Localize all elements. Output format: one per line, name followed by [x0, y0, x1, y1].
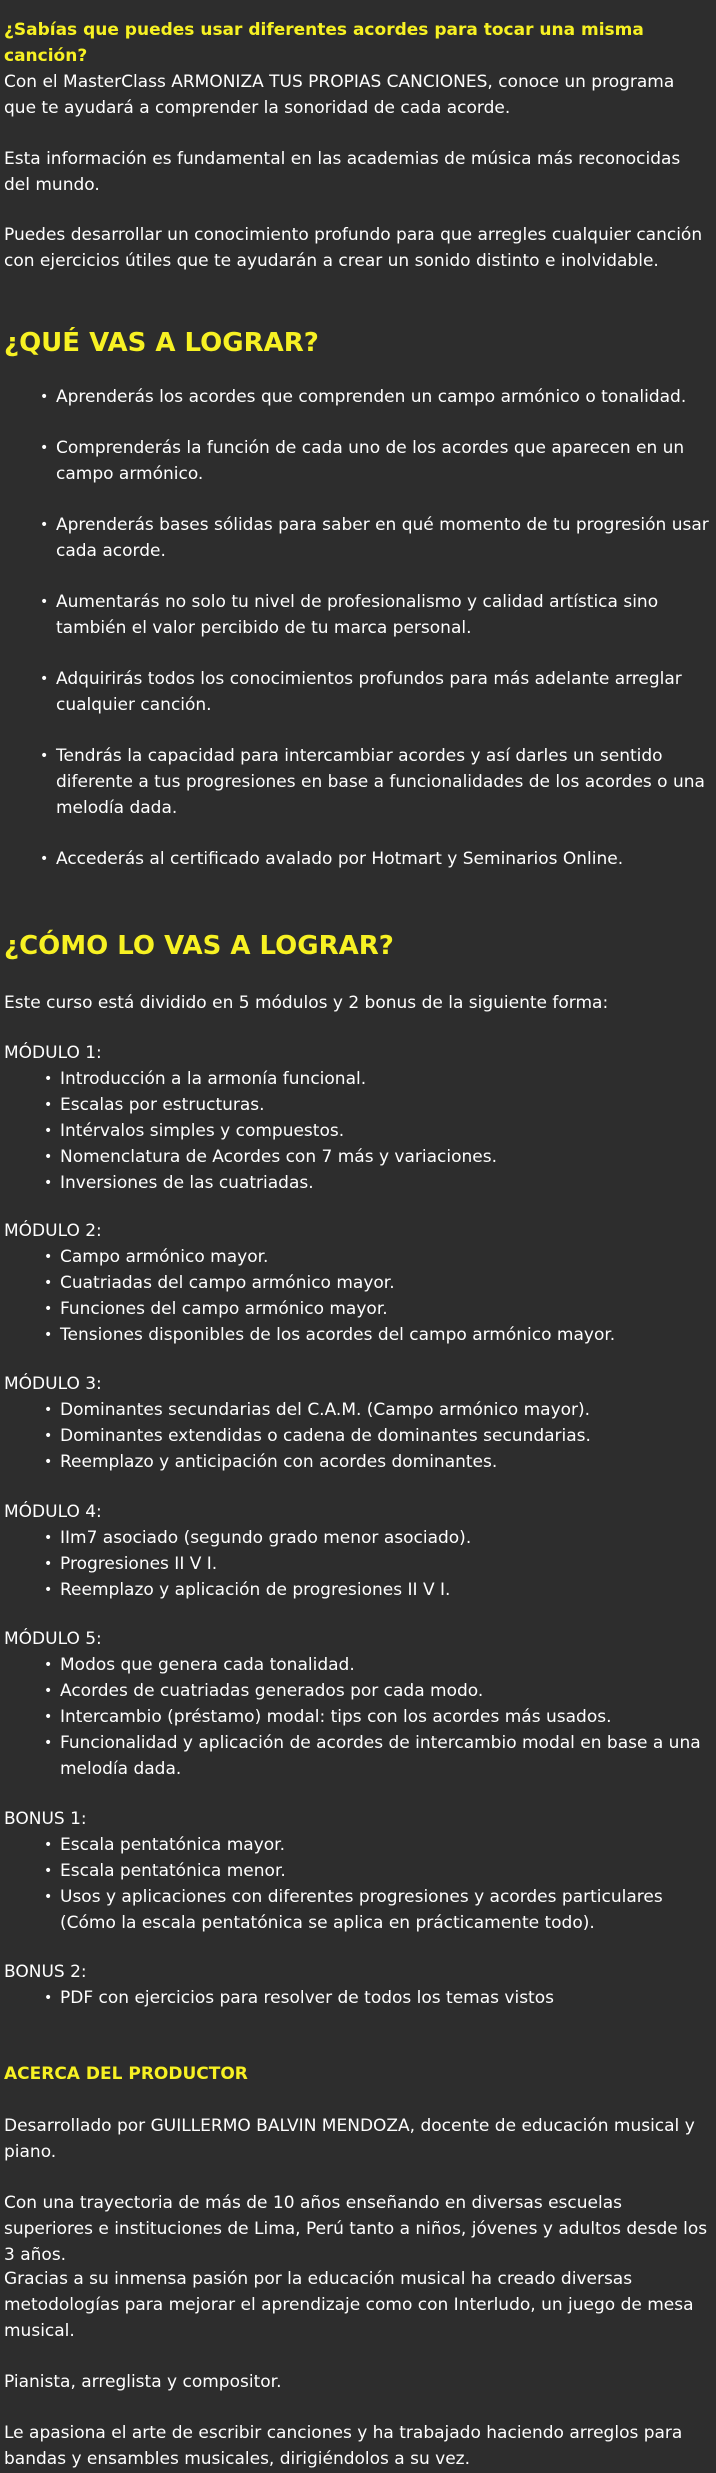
module-topic: • Cuatriadas del campo armónico mayor. [42, 1270, 710, 1296]
producer-paragraph-1: Desarrollado por GUILLERMO BALVIN MENDOZA, docente de educación musical y piano. [4, 2116, 695, 2162]
goal-item: • Aprenderás bases sólidas para saber en qué momento de tu progresión usar cada acorde. [38, 512, 710, 564]
module-title: BONUS 2: [4, 1962, 87, 1982]
goals-list [38, 384, 710, 897]
module-topic: • Dominantes extendidas o cadena de dominantes secundarias. [42, 1423, 710, 1449]
module-topic: • Escala pentatónica mayor. [42, 1832, 710, 1858]
module-topic: • Funcionalidad y aplicación de acordes de intercambio modal en base a una melodía dada. [42, 1730, 710, 1782]
module-topic: • PDF con ejercicios para resolver de todos los temas vistos [42, 1985, 710, 2011]
module-topic: • Dominantes secundarias del C.A.M. (Campo armónico mayor). [42, 1397, 710, 1423]
intro-paragraph-1: Con el MasterClass ARMONIZA TUS PROPIAS CANCIONES, conoce un programa que te ayudará a comprender la sonoridad de cada acorde. [4, 72, 675, 118]
how-intro: Este curso está dividido en 5 módulos y 2 bonus de la siguiente forma: [4, 993, 609, 1013]
intro-question: ¿Sabías que puedes usar diferentes acordes para tocar una misma canción? [4, 20, 644, 66]
producer-heading: ACERCA DEL PRODUCTOR [4, 2064, 248, 2084]
module-topic: • Reemplazo y aplicación de progresiones II V I. [42, 1577, 710, 1603]
module-topics [4, 1397, 710, 1475]
module-1 [4, 1040, 710, 1196]
goal-item: • Aprenderás los acordes que comprenden un campo armónico o tonalidad. [38, 384, 710, 410]
producer-paragraph-2: Con una trayectoria de más de 10 años enseñando en diversas escuelas superiores e instituciones de Lima, Perú tanto a niños, jóvenes y adultos desde los 3 años. [4, 2193, 708, 2265]
module-topic: • Progresiones II V I. [42, 1551, 710, 1577]
module-5 [4, 1626, 710, 1782]
module-topic: • IIm7 asociado (segundo grado menor asociado). [42, 1525, 710, 1551]
module-topics [4, 1652, 710, 1782]
module-title: MÓDULO 2: [4, 1221, 102, 1241]
module-topic: • Inversiones de las cuatriadas. [42, 1170, 710, 1196]
module-topic: • Tensiones disponibles de los acordes del campo armónico mayor. [42, 1322, 710, 1348]
module-topic: • Escalas por estructuras. [42, 1092, 710, 1118]
module-topics [4, 1244, 710, 1348]
bonus-2 [4, 1959, 710, 2011]
module-topic: • Modos que genera cada tonalidad. [42, 1652, 710, 1678]
how-heading: ¿CÓMO LO VAS A LOGRAR? [4, 931, 394, 961]
module-topic: • Intérvalos simples y compuestos. [42, 1118, 710, 1144]
module-topic: • Acordes de cuatriadas generados por cada modo. [42, 1678, 710, 1704]
module-topic: • Funciones del campo armónico mayor. [42, 1296, 710, 1322]
module-topic: • Introducción a la armonía funcional. [42, 1066, 710, 1092]
goal-item: • Adquirirás todos los conocimientos profundos para más adelante arreglar cualquier canción. [38, 666, 710, 718]
module-topic: • Reemplazo y anticipación con acordes dominantes. [42, 1449, 710, 1475]
bonus-1 [4, 1806, 710, 1936]
intro-paragraph-3: Puedes desarrollar un conocimiento profundo para que arregles cualquier canción con ejercicios útiles que te ayudarán a crear un sonido distinto e inolvidable. [4, 225, 703, 271]
module-3 [4, 1371, 710, 1475]
module-2 [4, 1218, 710, 1348]
module-topics [4, 1525, 710, 1603]
producer-paragraph-5: Le apasiona el arte de escribir canciones y ha trabajado haciendo arreglos para bandas y ensambles musicales, dirigiéndolos a su vez. [4, 2423, 683, 2469]
module-topics [4, 1985, 710, 2011]
goal-item: • Accederás al certificado avalado por Hotmart y Seminarios Online. [38, 846, 710, 872]
producer-paragraph-3: Gracias a su inmensa pasión por la educación musical ha creado diversas metodologías para mejorar el aprendizaje como con Interludo, un juego de mesa musical. [4, 2269, 694, 2341]
module-topic: • Nomenclatura de Acordes con 7 más y variaciones. [42, 1144, 710, 1170]
module-topics [4, 1066, 710, 1196]
module-title: MÓDULO 5: [4, 1629, 102, 1649]
goals-heading: ¿QUÉ VAS A LOGRAR? [4, 328, 319, 358]
goal-item: • Comprenderás la función de cada uno de los acordes que aparecen en un campo armónico. [38, 435, 710, 487]
producer-paragraph-4: Pianista, arreglista y compositor. [4, 2372, 282, 2392]
module-topic: • Escala pentatónica menor. [42, 1858, 710, 1884]
goal-item: • Tendrás la capacidad para intercambiar acordes y así darles un sentido diferente a tus progresiones en base a funcionalidades de los acordes o una melodía dada. [38, 743, 710, 821]
module-title: BONUS 1: [4, 1809, 87, 1829]
module-topic: • Usos y aplicaciones con diferentes progresiones y acordes particulares (Cómo la escala pentatónica se aplica en prácticamente todo). [42, 1884, 710, 1936]
module-title: MÓDULO 3: [4, 1374, 102, 1394]
module-topic: • Campo armónico mayor. [42, 1244, 710, 1270]
module-title: MÓDULO 4: [4, 1502, 102, 1522]
module-topics [4, 1832, 710, 1936]
module-4 [4, 1499, 710, 1603]
module-title: MÓDULO 1: [4, 1043, 102, 1063]
goal-item: • Aumentarás no solo tu nivel de profesionalismo y calidad artística sino también el valor percibido de tu marca personal. [38, 589, 710, 641]
intro-paragraph-2: Esta información es fundamental en las academias de música más reconocidas del mundo. [4, 149, 681, 195]
module-topic: • Intercambio (préstamo) modal: tips con los acordes más usados. [42, 1704, 710, 1730]
